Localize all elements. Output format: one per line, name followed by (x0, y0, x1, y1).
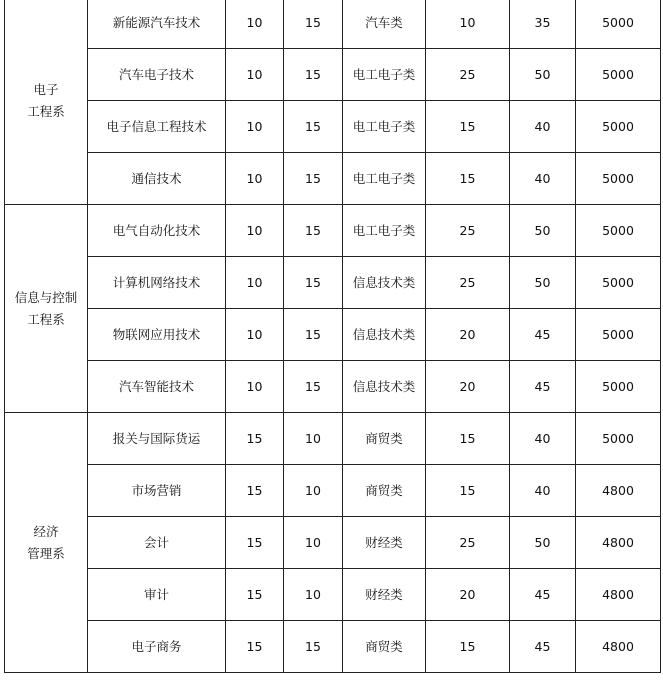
value-cell-2: 15 (284, 309, 343, 361)
value-cell-3: 25 (426, 205, 510, 257)
value-cell-2: 10 (284, 569, 343, 621)
value-cell-3: 20 (426, 361, 510, 413)
department-name-line: 信息与控制 (14, 289, 78, 305)
value-cell-1: 10 (226, 153, 284, 205)
table-row (5, 569, 661, 621)
value-cell-1: 10 (226, 49, 284, 101)
fee-cell: 5000 (576, 153, 661, 205)
table-row (5, 517, 661, 569)
value-cell-4: 40 (510, 465, 576, 517)
department-name-line: 工程系 (27, 311, 65, 327)
value-cell-4: 40 (510, 413, 576, 465)
value-cell-3: 25 (426, 257, 510, 309)
major-cell: 会计 (88, 517, 226, 569)
value-cell-2: 15 (284, 361, 343, 413)
major-cell: 通信技术 (88, 153, 226, 205)
value-cell-2: 15 (284, 0, 343, 49)
value-cell-1: 10 (226, 205, 284, 257)
major-cell: 电子信息工程技术 (88, 101, 226, 153)
category-cell: 电工电子类 (343, 153, 426, 205)
value-cell-4: 50 (510, 257, 576, 309)
fee-cell: 4800 (576, 569, 661, 621)
major-cell: 审计 (88, 569, 226, 621)
value-cell-1: 10 (226, 0, 284, 49)
category-cell: 商贸类 (343, 413, 426, 465)
value-cell-3: 15 (426, 101, 510, 153)
fee-cell: 4800 (576, 621, 661, 673)
enrollment-table (4, 0, 661, 673)
major-cell: 报关与国际货运 (88, 413, 226, 465)
value-cell-4: 45 (510, 569, 576, 621)
table-row (5, 413, 661, 465)
table-row (5, 205, 661, 257)
table-row (5, 0, 661, 49)
value-cell-4: 50 (510, 517, 576, 569)
table-row (5, 153, 661, 205)
fee-cell: 5000 (576, 205, 661, 257)
value-cell-2: 10 (284, 517, 343, 569)
major-cell: 电子商务 (88, 621, 226, 673)
value-cell-1: 15 (226, 413, 284, 465)
value-cell-2: 15 (284, 101, 343, 153)
fee-cell: 5000 (576, 101, 661, 153)
value-cell-2: 15 (284, 257, 343, 309)
value-cell-4: 45 (510, 621, 576, 673)
value-cell-4: 40 (510, 101, 576, 153)
category-cell: 电工电子类 (343, 205, 426, 257)
value-cell-1: 15 (226, 465, 284, 517)
value-cell-1: 10 (226, 101, 284, 153)
table-row (5, 361, 661, 413)
value-cell-3: 20 (426, 309, 510, 361)
table-row (5, 101, 661, 153)
department-cell (5, 413, 88, 673)
department-name-line: 工程系 (27, 103, 65, 119)
value-cell-3: 25 (426, 517, 510, 569)
value-cell-2: 10 (284, 413, 343, 465)
major-cell: 计算机网络技术 (88, 257, 226, 309)
table-row (5, 465, 661, 517)
value-cell-2: 15 (284, 49, 343, 101)
fee-cell: 5000 (576, 49, 661, 101)
major-cell: 物联网应用技术 (88, 309, 226, 361)
value-cell-3: 10 (426, 0, 510, 49)
table-body (5, 0, 661, 673)
fee-cell: 4800 (576, 517, 661, 569)
value-cell-4: 35 (510, 0, 576, 49)
table-row (5, 257, 661, 309)
value-cell-4: 50 (510, 205, 576, 257)
department-cell (5, 0, 88, 205)
value-cell-3: 15 (426, 413, 510, 465)
department-name-line: 经济 (33, 523, 59, 539)
major-cell: 新能源汽车技术 (88, 0, 226, 49)
department-name-line: 电子 (33, 81, 59, 97)
value-cell-4: 45 (510, 309, 576, 361)
category-cell: 信息技术类 (343, 257, 426, 309)
value-cell-4: 45 (510, 361, 576, 413)
value-cell-1: 15 (226, 621, 284, 673)
fee-cell: 5000 (576, 257, 661, 309)
fee-cell: 5000 (576, 413, 661, 465)
table-row (5, 49, 661, 101)
fee-cell: 5000 (576, 0, 661, 49)
category-cell: 电工电子类 (343, 101, 426, 153)
category-cell: 电工电子类 (343, 49, 426, 101)
value-cell-3: 15 (426, 153, 510, 205)
value-cell-2: 15 (284, 205, 343, 257)
value-cell-1: 10 (226, 257, 284, 309)
category-cell: 汽车类 (343, 0, 426, 49)
fee-cell: 5000 (576, 309, 661, 361)
department-name-line: 管理系 (27, 545, 65, 561)
value-cell-1: 10 (226, 361, 284, 413)
fee-cell: 5000 (576, 361, 661, 413)
value-cell-2: 15 (284, 621, 343, 673)
value-cell-4: 40 (510, 153, 576, 205)
category-cell: 财经类 (343, 517, 426, 569)
value-cell-2: 15 (284, 153, 343, 205)
table-row (5, 621, 661, 673)
value-cell-2: 10 (284, 465, 343, 517)
table-row (5, 309, 661, 361)
major-cell: 汽车智能技术 (88, 361, 226, 413)
category-cell: 信息技术类 (343, 309, 426, 361)
major-cell: 电气自动化技术 (88, 205, 226, 257)
major-cell: 市场营销 (88, 465, 226, 517)
value-cell-3: 20 (426, 569, 510, 621)
department-cell (5, 205, 88, 413)
category-cell: 商贸类 (343, 465, 426, 517)
value-cell-1: 15 (226, 517, 284, 569)
value-cell-1: 10 (226, 309, 284, 361)
value-cell-4: 50 (510, 49, 576, 101)
category-cell: 财经类 (343, 569, 426, 621)
category-cell: 商贸类 (343, 621, 426, 673)
category-cell: 信息技术类 (343, 361, 426, 413)
value-cell-1: 15 (226, 569, 284, 621)
major-cell: 汽车电子技术 (88, 49, 226, 101)
value-cell-3: 15 (426, 465, 510, 517)
value-cell-3: 15 (426, 621, 510, 673)
value-cell-3: 25 (426, 49, 510, 101)
fee-cell: 4800 (576, 465, 661, 517)
